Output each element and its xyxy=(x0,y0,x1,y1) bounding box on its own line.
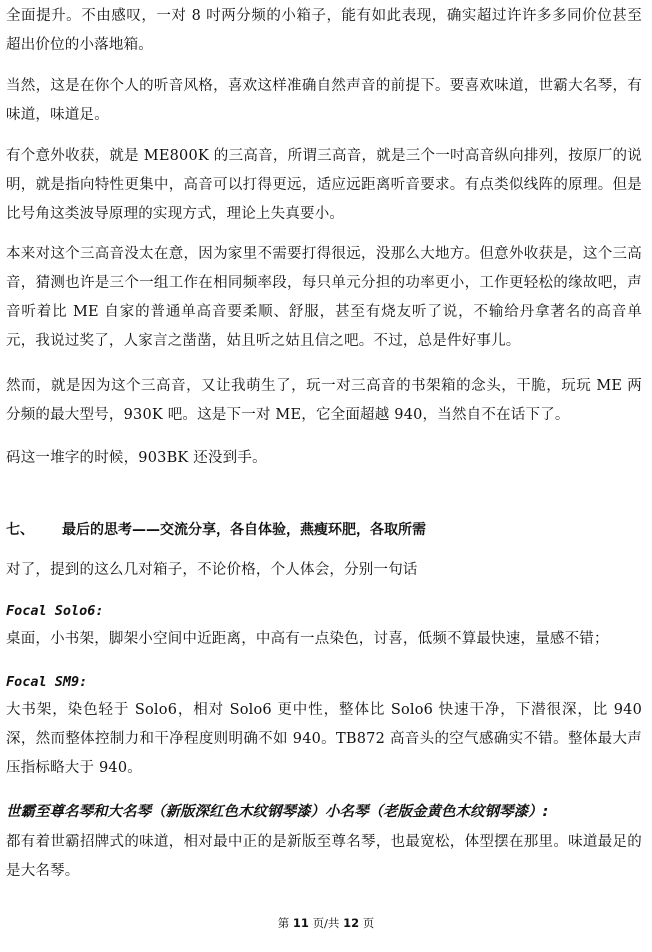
section-heading xyxy=(6,518,642,542)
paragraph-2: 当然，这是在你个人的听音风格，喜欢这样准确自然声音的前提下。要喜欢味道，世霸大名琴，有味道，味道足。 xyxy=(6,78,642,123)
intro-paragraph: 对了，提到的这么几对箱子，不论价格，个人体会，分别一句话 xyxy=(6,562,418,578)
paragraph-1: 全面提升。不由感叹，一对 8 吋两分频的小箱子，能有如此表现，确实超过许许多多同价位甚至超出价位的小落地箱。 xyxy=(6,8,642,53)
section-title: 最后的思考——交流分享，各自体验，燕瘦环肥，各取所需 xyxy=(62,522,426,538)
page-footer xyxy=(0,914,652,932)
footer-total-pages: 12 xyxy=(343,916,360,930)
speaker-name-spendor: 世霸至尊名琴和大名琴（新版深红色木纹钢琴漆）小名琴（老版金黄色木纹钢琴漆）: xyxy=(6,804,549,820)
paragraph-5: 然而，就是因为这个三高音，又让我萌生了，玩一对三高音的书架箱的念头，干脆，玩玩 ME 两分频的最大型号，930K 吧。这是下一对 ME，它全面超越 940，当然自不在话下了。 xyxy=(6,378,642,423)
speaker-text-solo6: 桌面，小书架，脚架小空间中近距离，中高有一点染色，讨喜，低频不算最快速，量感不错； xyxy=(6,631,609,647)
paragraph-6: 码这一堆字的时候，903BK 还没到手。 xyxy=(6,450,267,466)
speaker-name-sm9: Focal SM9: xyxy=(6,674,88,690)
footer-suffix: 页 xyxy=(362,916,375,930)
paragraph-4: 本来对这个三高音没太在意，因为家里不需要打得很远，没那么大地方。但意外收获是，这个三高音，猜测也许是三个一组工作在相同频率段，每只单元分担的功率更小，工作更轻松的缘故吧，声音听着比 ME 自家的普通单高音要柔顺、舒服，甚至有烧友听了说，不输给丹拿著名的高音单元，我说过奖了，人家言之凿凿，姑且听之姑且信之吧。不过，总是件好事儿。 xyxy=(6,246,642,349)
footer-current-page: 11 xyxy=(292,916,309,930)
speaker-text-spendor: 都有着世霸招牌式的味道，相对最中正的是新版至尊名琴，也最宽松，体型摆在那里。味道最足的是大名琴。 xyxy=(6,834,642,879)
footer-middle: 页/共 xyxy=(312,916,340,930)
footer-prefix: 第 xyxy=(277,916,290,930)
section-number: 七、 xyxy=(6,522,34,538)
speaker-name-solo6: Focal Solo6: xyxy=(6,603,104,619)
speaker-text-sm9: 大书架，染色轻于 Solo6，相对 Solo6 更中性，整体比 Solo6 快速干净，下潜很深，比 940 深，然而整体控制力和干净程度则明确不如 940。TB872 高音头的空气感确实不错。整体最大声压指标略大于 940。 xyxy=(6,702,642,776)
paragraph-3: 有个意外收获，就是 ME800K 的三高音，所谓三高音，就是三个一吋高音纵向排列，按原厂的说明，就是指向特性更集中，高音可以打得更远，适应远距离听音要求。有点类似线阵的原理。但是比号角这类波导原理的实现方式，理论上失真要小。 xyxy=(6,148,642,222)
